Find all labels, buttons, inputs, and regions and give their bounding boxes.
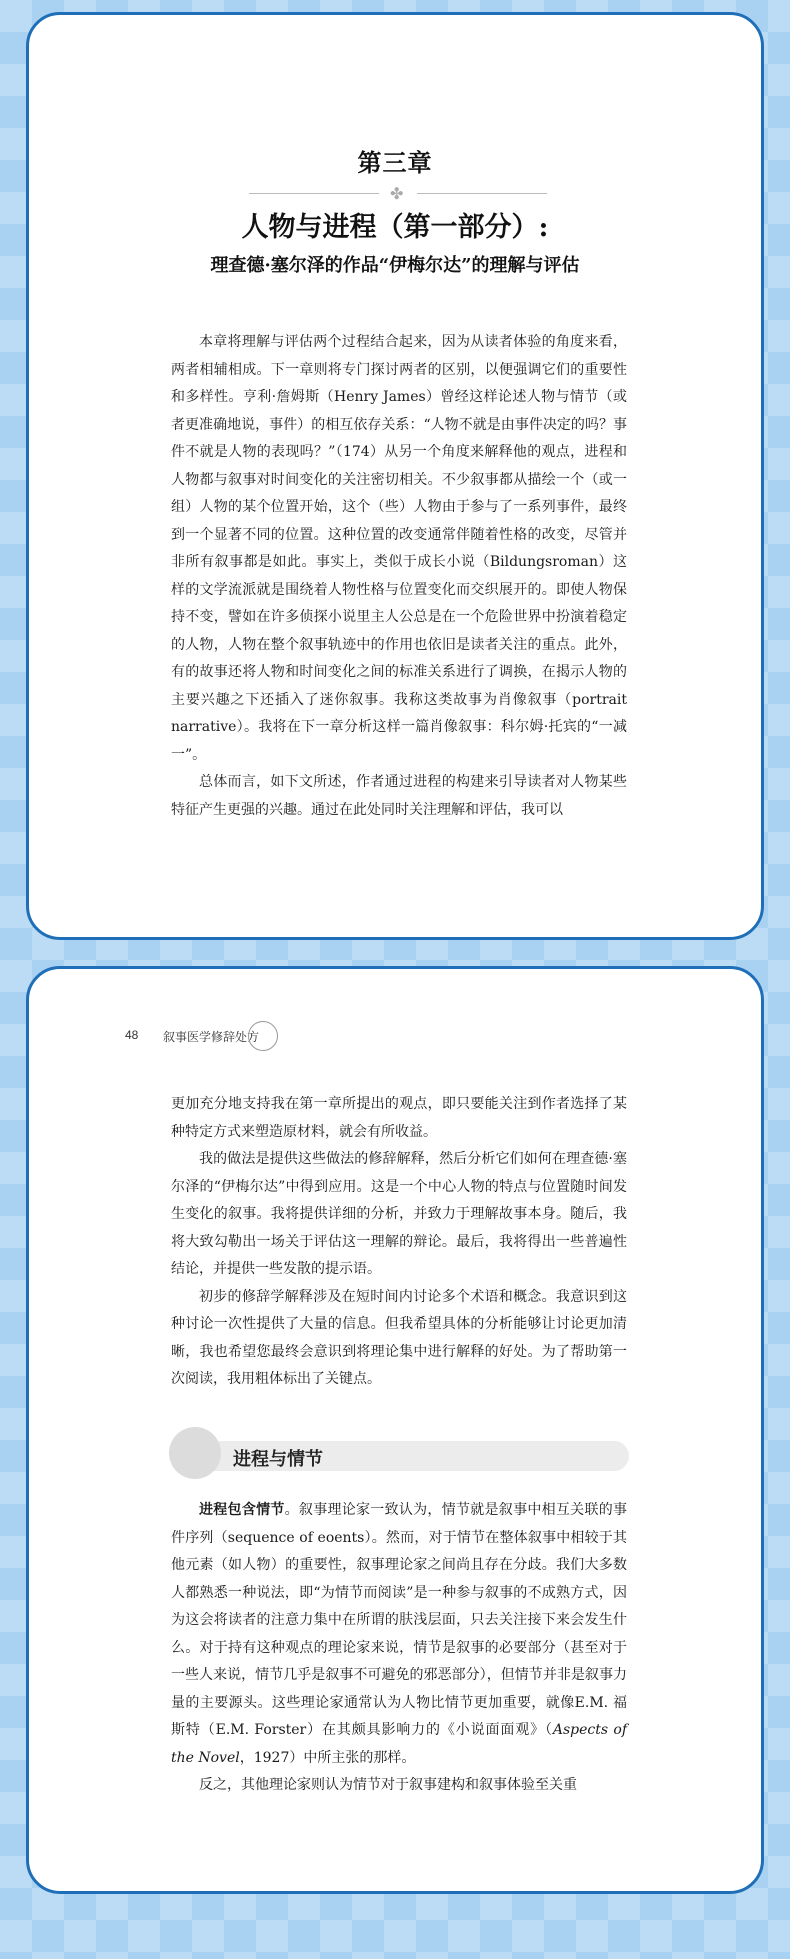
ornament-icon: ✤ (390, 184, 404, 203)
paragraph: 总体而言，如下文所述，作者通过进程的构建来引导读者对人物某些特征产生更强的兴趣。通过在此处同时关注理解和评估，我可以 (171, 774, 627, 818)
section-heading (169, 1427, 629, 1479)
chapter-label: 第三章 (357, 148, 433, 177)
italic-book-title: Aspects of the Novel (171, 1722, 627, 1766)
chapter-title: 人物与进程（第一部分）: (241, 212, 549, 243)
page1-body (171, 329, 627, 824)
section-title: 进程与情节 (233, 1449, 323, 1470)
paragraph: 本章将理解与评估两个过程结合起来，因为从读者体验的角度来看，两者相辅相成。下一章则将专门探讨两者的区别，以便强调它们的重要性和多样性。亨利·詹姆斯（Henry James）曾经这样论述人物与情节（或者更准确地说，事件）的相互依存关系：“人物不就是由事件决定的吗？事件不就是人物的表现吗？”（174）从另一个角度来解释他的观点，进程和人物都与叙事对时间变化的关注密切相关。不少叙事都从描绘一个（或一组）人物的某个位置开始，这个（些）人物由于参与了一系列事件，最终到一个显著不同的位置。这种位置的改变通常伴随着性格的改变，尽管并非所有叙事都是如此。事实上，类似于成长小说（Bildungsroman）这样的文学流派就是围绕着人物性格与位置变化而交织展开的。即使人物保持不变，譬如在许多侦探小说里主人公总是在一个危险世界中扮演着稳定的人物，人物在整个叙事轨迹中的作用也依旧是读者关注的重点。此外，有的故事还将人物和时间变化之间的标准关系进行了调换，在揭示人物的主要兴趣之下还插入了迷你叙事。我称这类故事为肖像叙事（portrait narrative）。我将在下一章分析这样一篇肖像叙事：科尔姆·托宾的“一减一”。 (171, 334, 627, 763)
paragraph: 反之，其他理论家则认为情节对于叙事建构和叙事体验至关重 (199, 1777, 577, 1793)
chapter-subtitle: 理查德·塞尔泽的作品“伊梅尔达”的理解与评估 (210, 255, 580, 276)
bold-keypoint: 进程包含情节 (199, 1502, 285, 1518)
section-body (171, 1497, 627, 1800)
page-number: 48 (125, 1028, 139, 1042)
book-page-2 (26, 966, 764, 1894)
header-circle-decoration (248, 1021, 278, 1051)
paragraph: 更加充分地支持我在第一章所提出的观点，即只要能关注到作者选择了某种特定方式来塑造原材料，就会有所收益。 (171, 1096, 627, 1140)
paragraph: 我的做法是提供这些做法的修辞解释，然后分析它们如何在理查德·塞尔泽的“伊梅尔达”中得到应用。这是一个中心人物的特点与位置随时间发生变化的叙事。我将提供详细的分析，并致力于理解故事本身。随后，我将大致勾勒出一场关于评估这一理解的辩论。最后，我将得出一些普遍性结论，并提供一些发散的提示语。 (171, 1151, 627, 1277)
page2-body (171, 1091, 627, 1394)
book-name: 叙事医学修辞处方 (163, 1030, 260, 1044)
title-divider (249, 184, 547, 203)
paragraph: 初步的修辞学解释涉及在短时间内讨论多个术语和概念。我意识到这种讨论一次性提供了大量的信息。但我希望具体的分析能够让讨论更加清晰，我也希望您最终会意识到将理论集中进行解释的好处。为了帮助第一次阅读，我用粗体标出了关键点。 (171, 1288, 627, 1387)
section-circle-decoration (169, 1427, 221, 1479)
paragraph: 进程包含情节。叙事理论家一致认为，情节就是叙事中相互关联的事件序列（sequence of eoents）。然而，对于情节在整体叙事中相较于其他元素（如人物）的重要性，叙事理论家之间尚且存在分歧。我们大多数人都熟悉一种说法，即“为情节而阅读”是一种参与叙事的不成熟方式，因为这会将读者的注意力集中在所谓的肤浅层面，只去关注接下来会发生什么。对于持有这种观点的理论家来说，情节是叙事的必要部分（甚至对于一些人来说，情节几乎是叙事不可避免的邪恶部分），但情节并非是叙事力量的主要源头。这些理论家通常认为人物比情节更加重要，就像E.M. 福斯特（E.M. Forster）在其颇具影响力的《小说面面观》（Aspects of the Novel，1927）中所主张的那样。 (171, 1502, 627, 1766)
book-page-1 (26, 12, 764, 940)
